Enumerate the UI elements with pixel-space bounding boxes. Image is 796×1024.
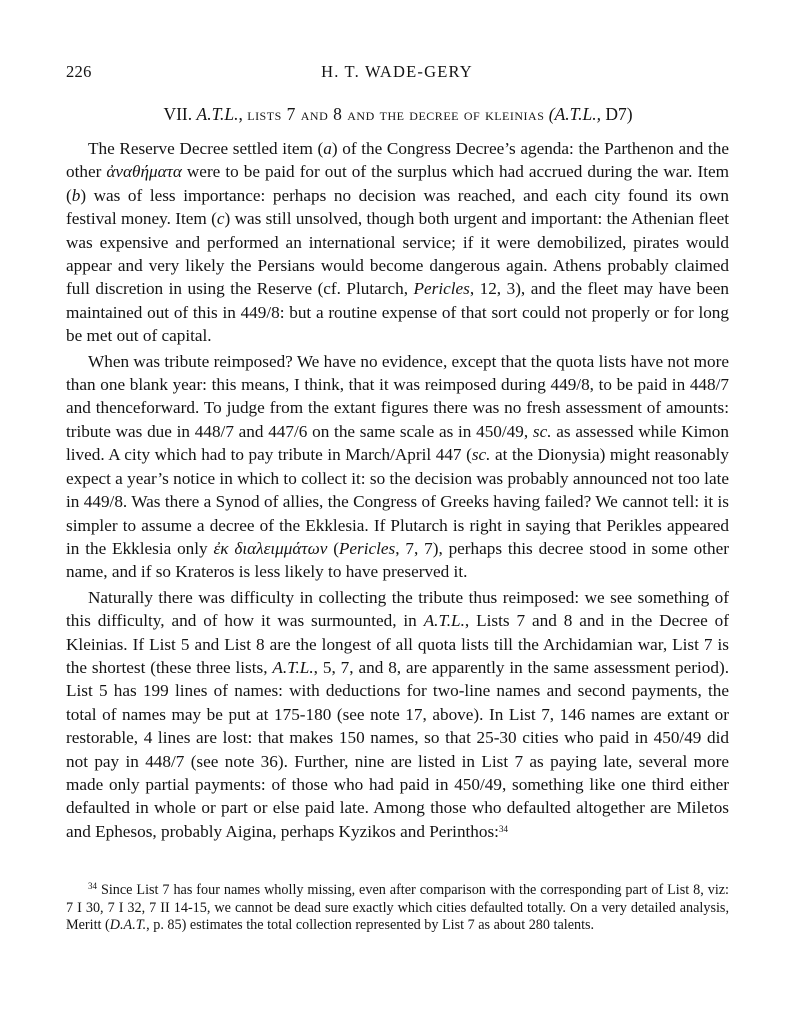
italic-run: b [71,185,81,205]
italic-run: Pericles [338,538,396,558]
section-ref-2: (A.T.L., [548,104,601,124]
text-run: were to be paid for out of the surplus which had accrued during the war. Item ( [66,162,729,205]
section-ref-2-end: D7) [605,104,633,124]
text-run: as assessed while Kimon lived. A city which had to pay tribute in March/April 447 ( [66,421,729,465]
italic-run: sc. [532,421,552,441]
italic-run: A.T.L. [423,611,465,631]
italic-run: c [216,209,225,229]
greek-term: ἀναθήματα [106,162,182,182]
text-run: , 12, 3), and the fleet may have been maintained out of this in 449/8: but a routine expense of that sort could not properly or for long be met out of capital. [66,279,729,346]
footnote-34 [66,882,729,935]
text-run: When was tribute reimposed? We have no evidence, except that the quota lists have not more than one blank year: this means, I think, that it was reimposed during 449/8, to be paid in 448/7 and thenceforward. To judge from the extant figures there was no fresh assessment of amounts: tribute was due in 448/7 and 447/6 on the same scale as in 450/49, [66,351,729,441]
text-run: , p. 85) estimates the total collection represented by List 7 as about 280 talents. [146,917,595,934]
body-text [66,137,729,843]
text-run: ( [327,538,339,558]
text-run: The Reserve Decree settled item ( [88,139,324,158]
paragraph-1 [66,137,729,348]
italic-run: D.A.T. [109,917,147,934]
text-run: , Lists 7 and 8 and in the Decree of Kleinias. If List 5 and List 8 are the longest of all quota lists till the Archidamian war, List 7 is the shortest (these three lists, [66,611,729,677]
text-run: ) was of less importance: perhaps no decision was reached, and each city found its own festival money. Item ( [66,185,729,229]
text-run: , 7, 7), perhaps this decree stood in some other name, and if so Krateros is less likely to have preserved it. [66,538,729,582]
section-heading: VII. A.T.L., lists 7 and 8 and the decree of kleinias (A.T.L., D7) [163,104,633,124]
text-run: ) was still unsolved, though both urgent and important: the Athenian fleet was expensive and performed an international service; if it were demobilized, pirates would appear and very likely the Persians would become dangerous again. Athens probably claimed full discretion in using the Reserve (cf. Plutarch, [66,209,729,299]
text-run: Naturally there was difficulty in collecting the tribute thus reimposed: we see something of this difficulty, and of how it was surmounted, in [66,587,729,631]
running-head [66,62,728,84]
footnote-marker: 34 [88,881,97,891]
section-number: VII. [163,104,193,124]
paragraph-3 [66,586,729,843]
text-run: Since List 7 has four names wholly missing, even after comparison with the corresponding part of List 8, viz: 7 I 30, 7 I 32, 7 II 14-15, we cannot be dead sure exactly which cities defaulted totally. On a very detailed analysis, Meritt ( [66,882,729,934]
italic-run: sc. [471,445,491,465]
footnote-reference[interactable]: 34 [498,823,508,834]
italic-run: Pericles [413,279,470,299]
greek-term: ἐκ διαλειμμάτων [213,538,328,558]
text-run: at the Dionysia) might reasonably expect a year’s notice in which to collect it: so the decision was probably announced not too late in 449/8. Was there a Synod of allies, the Congress of Greeks having failed? We cannot tell: it is simpler to assume a decree of the Ekklesia. If Plutarch is right in saying that Perikles appeared in the Ekklesia only [66,445,729,558]
page-number: 226 [66,62,92,81]
paragraph-2 [66,350,729,584]
text-run: ) of the Congress Decree’s agenda: the Parthenon and the other [66,139,729,182]
running-title: H. T. WADE-GERY [321,62,473,81]
section-ref-1: A.T.L. [196,104,239,124]
italic-run: a [323,139,332,158]
italic-run: A.T.L. [272,657,314,677]
section-title: lists 7 and 8 and the decree of kleinias [247,104,545,124]
text-run: , 5, 7, and 8, are apparently in the same assessment period). List 5 has 199 lines of names: with deductions for two-line names and second payments, the total of names may be put at 175-180 (see note 17, above). In List 7, 146 names are extant or restorable, 4 lines are lost: that makes 150 names, so that 25-30 cities who paid in 450/49 did not pay in 448/7 (see note 36). Further, nine are listed in List 7 as paying late, several more made only partial payments: of those who had paid in 450/49, something like one third either defaulted in whole or part or else paid late. Among those who defaulted altogether are Miletos and Ephesos, probably Aigina, perhaps Kyzikos and Perinthos: [66,657,729,841]
